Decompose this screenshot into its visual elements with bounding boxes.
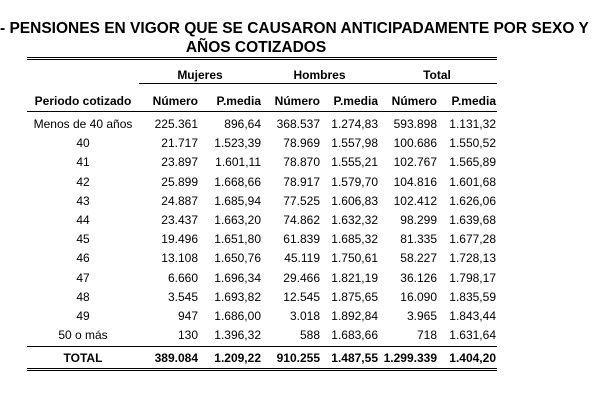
table-row xyxy=(27,307,497,326)
header-hombres-numero: Número xyxy=(274,94,320,108)
total-mujeres-numero: 389.084 xyxy=(154,351,198,365)
cell-hombres-numero: 78.969 xyxy=(283,136,320,151)
table-row xyxy=(27,269,497,288)
cell-hombres-pmedia: 1.606,83 xyxy=(331,193,378,208)
column-header-row xyxy=(27,92,497,111)
cell-hombres-numero: 77.525 xyxy=(283,193,320,208)
cell-hombres-pmedia: 1.632,32 xyxy=(331,213,378,227)
total-label: TOTAL xyxy=(63,351,103,365)
table-row xyxy=(27,192,497,211)
cell-total-numero: 16.090 xyxy=(400,289,437,304)
table-row xyxy=(27,211,497,230)
cell-total-pmedia: 1.728,13 xyxy=(449,251,496,266)
cell-mujeres-numero: 23.437 xyxy=(161,213,198,227)
cell-mujeres-numero: 947 xyxy=(177,309,198,323)
cell-mujeres-pmedia: 1.396,32 xyxy=(214,328,261,343)
cell-total-numero: 102.767 xyxy=(393,155,437,170)
header-hombres-pmedia: P.media xyxy=(333,94,378,108)
cell-periodo: 43 xyxy=(76,193,90,208)
cell-hombres-pmedia: 1.555,21 xyxy=(331,155,378,170)
cell-periodo: 45 xyxy=(76,232,90,247)
table-row xyxy=(27,326,497,345)
cell-hombres-pmedia: 1.892,84 xyxy=(331,309,378,323)
cell-hombres-numero: 29.466 xyxy=(283,270,320,285)
group-header-hombres: Hombres xyxy=(293,68,346,82)
cell-mujeres-pmedia: 1.696,34 xyxy=(214,270,261,285)
cell-hombres-numero: 3.018 xyxy=(289,309,320,323)
cell-mujeres-pmedia: 1.650,76 xyxy=(214,251,261,266)
cell-periodo: 47 xyxy=(76,270,90,285)
cell-mujeres-numero: 21.717 xyxy=(161,136,198,151)
cell-hombres-pmedia: 1.557,98 xyxy=(331,136,378,151)
cell-periodo: 46 xyxy=(76,251,90,266)
cell-total-numero: 718 xyxy=(416,328,437,343)
table-row xyxy=(27,115,497,134)
cell-mujeres-numero: 25.899 xyxy=(161,174,198,189)
cell-hombres-numero: 78.917 xyxy=(283,174,320,189)
cell-total-pmedia: 1.798,17 xyxy=(449,270,496,285)
table-row xyxy=(27,173,497,192)
cell-mujeres-pmedia: 1.651,80 xyxy=(214,232,261,247)
cell-total-pmedia: 1.677,28 xyxy=(449,232,496,247)
cell-hombres-numero: 588 xyxy=(299,328,320,343)
cell-total-pmedia: 1.601,68 xyxy=(449,174,496,189)
cell-total-pmedia: 1.639,68 xyxy=(449,213,496,227)
cell-periodo: 49 xyxy=(76,309,90,323)
table-row xyxy=(27,249,497,268)
cell-hombres-pmedia: 1.821,19 xyxy=(331,270,378,285)
cell-mujeres-pmedia: 896,64 xyxy=(224,117,261,131)
cell-hombres-numero: 61.839 xyxy=(283,232,320,247)
cell-total-numero: 3.965 xyxy=(406,309,437,323)
cell-hombres-numero: 368.537 xyxy=(276,117,320,131)
cell-total-pmedia: 1.835,59 xyxy=(449,289,496,304)
cell-hombres-pmedia: 1.579,70 xyxy=(331,174,378,189)
total-hombres-numero: 910.255 xyxy=(276,351,320,365)
table-row xyxy=(27,230,497,249)
cell-mujeres-numero: 130 xyxy=(177,328,198,343)
total-total-numero: 1.299.339 xyxy=(383,351,437,365)
total-top-rule xyxy=(27,346,497,347)
cell-hombres-numero: 12.545 xyxy=(283,289,320,304)
cell-total-numero: 98.299 xyxy=(400,213,437,227)
title-line-2: AÑOS COTIZADOS xyxy=(185,39,327,56)
total-hombres-pmedia: 1.487,55 xyxy=(331,351,378,365)
cell-mujeres-pmedia: 1.686,00 xyxy=(214,309,261,323)
cell-hombres-pmedia: 1.685,32 xyxy=(331,232,378,247)
cell-total-pmedia: 1.550,52 xyxy=(449,136,496,151)
table-row xyxy=(27,153,497,172)
cell-hombres-numero: 45.119 xyxy=(284,251,320,266)
cell-periodo: 40 xyxy=(76,136,90,151)
cell-total-pmedia: 1.131,32 xyxy=(449,117,496,131)
header-mujeres-pmedia: P.media xyxy=(216,94,261,108)
cell-hombres-numero: 74.862 xyxy=(283,213,320,227)
cell-total-numero: 104.816 xyxy=(393,174,437,189)
cell-total-numero: 58.227 xyxy=(400,251,437,266)
cell-total-numero: 36.126 xyxy=(400,270,437,285)
cell-total-pmedia: 1.626,06 xyxy=(449,193,496,208)
cell-total-numero: 81.335 xyxy=(400,232,437,247)
top-double-rule xyxy=(27,57,497,60)
group-header-mujeres: Mujeres xyxy=(177,68,223,82)
cell-mujeres-numero: 225.361 xyxy=(154,117,198,131)
total-row xyxy=(27,349,497,368)
cell-mujeres-numero: 3.545 xyxy=(167,289,198,304)
cell-mujeres-pmedia: 1.693,82 xyxy=(214,289,261,304)
header-rule xyxy=(27,111,497,112)
cell-total-pmedia: 1.843,44 xyxy=(449,309,496,323)
bottom-double-rule xyxy=(27,368,497,371)
table-row xyxy=(27,134,497,153)
cell-periodo: 42 xyxy=(76,174,90,189)
table-row xyxy=(27,288,497,307)
cell-mujeres-pmedia: 1.685,94 xyxy=(214,193,261,208)
header-total-pmedia: P.media xyxy=(451,94,496,108)
cell-total-numero: 102.412 xyxy=(393,193,437,208)
cell-hombres-pmedia: 1.875,65 xyxy=(331,289,378,304)
cell-mujeres-pmedia: 1.668,66 xyxy=(214,174,261,189)
total-total-pmedia: 1.404,20 xyxy=(449,351,496,365)
cell-mujeres-pmedia: 1.601,11 xyxy=(215,155,261,170)
cell-mujeres-pmedia: 1.523,39 xyxy=(214,136,261,151)
cell-periodo: Menos de 40 años xyxy=(33,117,133,131)
cell-periodo: 50 o más xyxy=(58,328,108,343)
group-header-rule xyxy=(139,83,497,84)
cell-mujeres-numero: 13.108 xyxy=(161,251,198,266)
cell-total-numero: 100.686 xyxy=(393,136,437,151)
cell-total-numero: 593.898 xyxy=(393,117,437,131)
cell-mujeres-numero: 6.660 xyxy=(167,270,198,285)
cell-hombres-pmedia: 1.750,61 xyxy=(331,251,378,266)
cell-mujeres-numero: 23.897 xyxy=(161,155,198,170)
total-mujeres-pmedia: 1.209,22 xyxy=(214,351,261,365)
cell-periodo: 48 xyxy=(76,289,90,304)
cell-periodo: 41 xyxy=(76,155,90,170)
cell-hombres-pmedia: 1.683,66 xyxy=(331,328,378,343)
cell-hombres-pmedia: 1.274,83 xyxy=(331,117,378,131)
cell-total-pmedia: 1.631,64 xyxy=(449,328,496,343)
cell-mujeres-numero: 24.887 xyxy=(161,193,198,208)
cell-mujeres-numero: 19.496 xyxy=(161,232,198,247)
title-line-1: - PENSIONES EN VIGOR QUE SE CAUSARON ANTICIPADAMENTE POR SEXO Y xyxy=(0,20,589,37)
cell-hombres-numero: 78.870 xyxy=(283,155,320,170)
header-periodo: Periodo cotizado xyxy=(34,94,132,108)
cell-periodo: 44 xyxy=(76,213,90,227)
cell-mujeres-pmedia: 1.663,20 xyxy=(214,213,261,227)
header-total-numero: Número xyxy=(391,94,437,108)
group-header-total: Total xyxy=(423,68,451,82)
cell-total-pmedia: 1.565,89 xyxy=(449,155,496,170)
header-mujeres-numero: Número xyxy=(152,94,198,108)
